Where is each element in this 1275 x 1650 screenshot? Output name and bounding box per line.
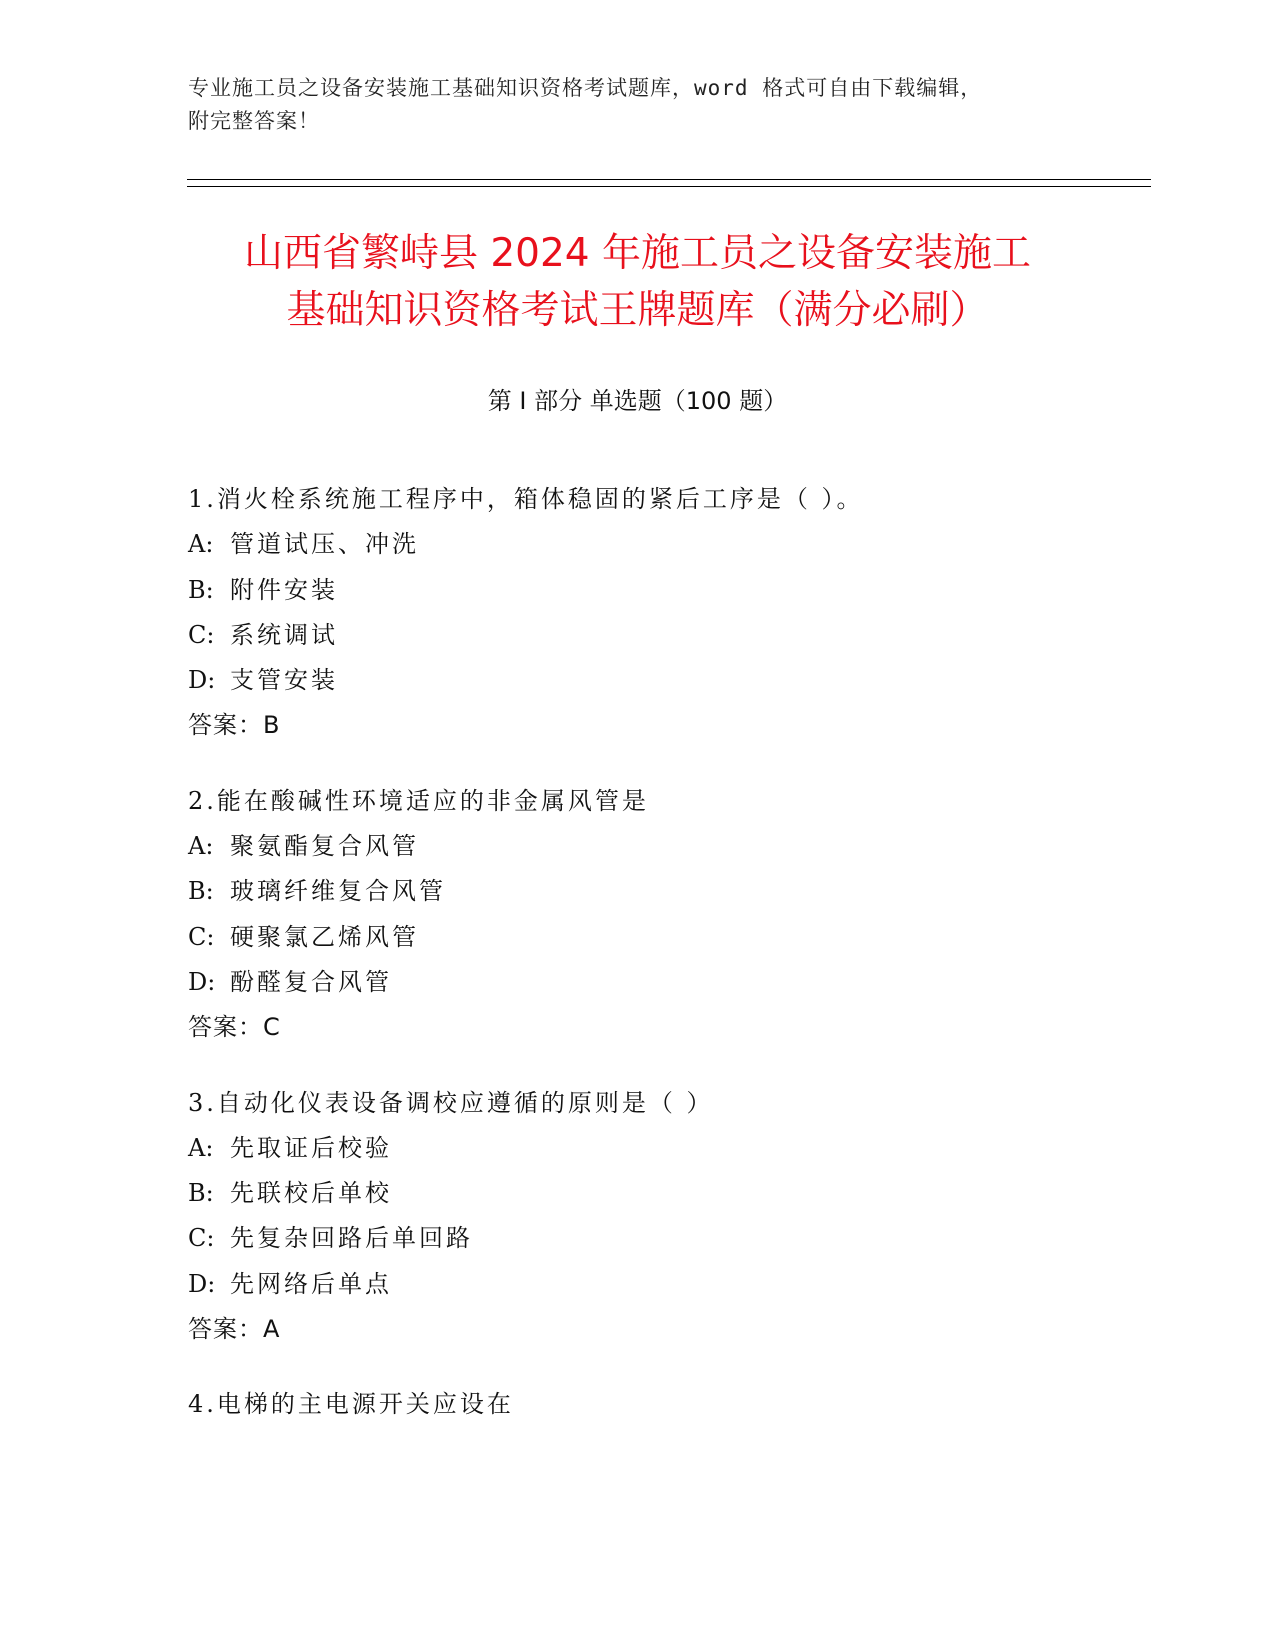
option-b (188, 1171, 1138, 1216)
option-letter: C: (188, 620, 215, 649)
section-title: 第 I 部分 单选题（100 题） (487, 387, 788, 415)
option-d (188, 960, 1138, 1005)
option-letter: D: (188, 1269, 216, 1298)
header-note (188, 72, 1088, 138)
option-text: 先网络后单点 (230, 1269, 392, 1298)
option-d (188, 658, 1138, 703)
option-text: 系统调试 (230, 620, 338, 649)
option-letter: C: (188, 1224, 215, 1253)
document-title (170, 225, 1105, 339)
question-3 (188, 1081, 1138, 1353)
question-stem: 2.能在酸碱性环境适应的非金属风管是 (188, 786, 649, 815)
option-letter: B: (188, 877, 214, 906)
document-title-line-1: 山西省繁峙县 2024 年施工员之设备安装施工 (243, 231, 1032, 276)
option-text: 酚醛复合风管 (230, 967, 392, 996)
option-text: 硬聚氯乙烯风管 (230, 922, 419, 951)
option-letter: C: (188, 922, 215, 951)
option-d (188, 1262, 1138, 1307)
option-letter: D: (188, 666, 216, 695)
question-1 (188, 477, 1138, 749)
header-divider-bottom (187, 186, 1151, 187)
option-a (188, 824, 1138, 869)
document-title-line-2: 基础知识资格考试王牌题库（满分必刷） (286, 288, 989, 333)
option-text: 先复杂回路后单回路 (230, 1224, 473, 1253)
question-2 (188, 779, 1138, 1051)
option-letter: B: (188, 1179, 214, 1208)
answer-line: 答案：A (188, 1315, 281, 1344)
question-4 (188, 1382, 1138, 1427)
option-text: 先取证后校验 (230, 1133, 392, 1162)
answer-line: 答案：C (188, 1013, 281, 1042)
header-note-line-1: 专业施工员之设备安装施工基础知识资格考试题库，word 格式可自由下载编辑， (188, 76, 983, 100)
question-stem: 3.自动化仪表设备调校应遵循的原则是（ ） (188, 1088, 714, 1117)
option-letter: A: (188, 832, 214, 861)
option-letter: B: (188, 575, 214, 604)
option-letter: A: (188, 1133, 214, 1162)
header-note-line-2: 附完整答案！ (188, 109, 320, 133)
option-b (188, 869, 1138, 914)
option-a (188, 1126, 1138, 1171)
option-text: 管道试压、冲洗 (230, 530, 419, 559)
option-letter: A: (188, 530, 214, 559)
option-c (188, 613, 1138, 658)
question-stem: 4.电梯的主电源开关应设在 (188, 1390, 514, 1419)
option-c (188, 1216, 1138, 1261)
option-text: 先联校后单校 (230, 1179, 392, 1208)
option-c (188, 915, 1138, 960)
header-divider-top (187, 179, 1151, 180)
option-text: 支管安装 (230, 666, 338, 695)
option-text: 玻璃纤维复合风管 (230, 877, 446, 906)
option-text: 聚氨酯复合风管 (230, 832, 419, 861)
option-text: 附件安装 (230, 575, 338, 604)
question-stem: 1.消火栓系统施工程序中，箱体稳固的紧后工序是（ ）。 (188, 485, 864, 513)
option-a (188, 522, 1138, 567)
answer-line: 答案：B (188, 711, 281, 740)
option-letter: D: (188, 967, 216, 996)
option-b (188, 568, 1138, 613)
question-list (188, 477, 1138, 1458)
